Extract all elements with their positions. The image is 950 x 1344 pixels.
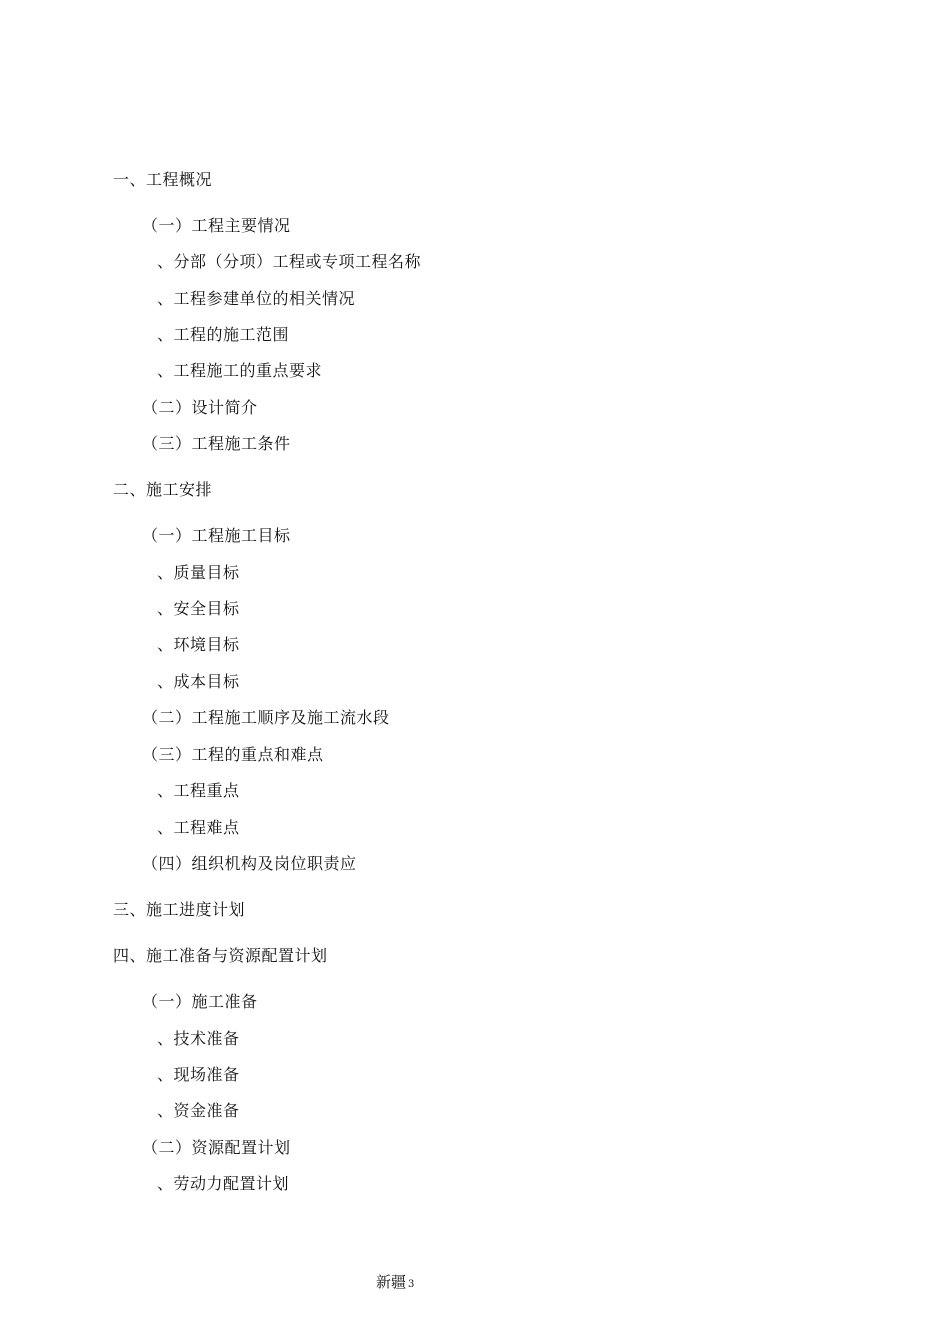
toc-item: 、工程重点 — [157, 781, 240, 800]
toc-subheading: （二）设计简介 — [142, 398, 258, 417]
toc-subheading: （四）组织机构及岗位职责应 — [142, 854, 357, 873]
toc-item: 、工程施工的重点要求 — [157, 361, 323, 380]
toc-item: 、劳动力配置计划 — [157, 1174, 290, 1193]
footer-region: 新疆 — [376, 1273, 407, 1291]
toc-subheading: （二）资源配置计划 — [142, 1138, 291, 1157]
toc-subheading: （一）施工准备 — [142, 992, 258, 1011]
toc-item: 、工程参建单位的相关情况 — [157, 289, 356, 308]
toc-item: 、资金准备 — [157, 1101, 240, 1120]
toc-item: 、工程难点 — [157, 818, 240, 837]
toc-item: 、环境目标 — [157, 635, 240, 654]
page-footer — [376, 1272, 414, 1295]
toc-heading-3: 三、施工进度计划 — [113, 900, 246, 919]
toc-item: 、工程的施工范围 — [157, 325, 290, 344]
toc-item: 、安全目标 — [157, 599, 240, 618]
toc-item: 、技术准备 — [157, 1029, 240, 1048]
toc-heading-1: 一、工程概况 — [113, 170, 213, 189]
toc-item: 、现场准备 — [157, 1065, 240, 1084]
toc-item: 、成本目标 — [157, 672, 240, 691]
toc-heading-2: 二、施工安排 — [113, 480, 213, 499]
toc-heading-4: 四、施工准备与资源配置计划 — [113, 946, 328, 965]
toc-subheading: （三）工程施工条件 — [142, 434, 291, 453]
toc-subheading: （二）工程施工顺序及施工流水段 — [142, 708, 390, 727]
page-number: 3 — [408, 1279, 415, 1290]
toc-item: 、分部（分项）工程或专项工程名称 — [157, 252, 422, 271]
toc-item: 、质量目标 — [157, 563, 240, 582]
toc-subheading: （一）工程施工目标 — [142, 526, 291, 545]
toc-subheading: （一）工程主要情况 — [142, 216, 291, 235]
toc-subheading: （三）工程的重点和难点 — [142, 745, 324, 764]
